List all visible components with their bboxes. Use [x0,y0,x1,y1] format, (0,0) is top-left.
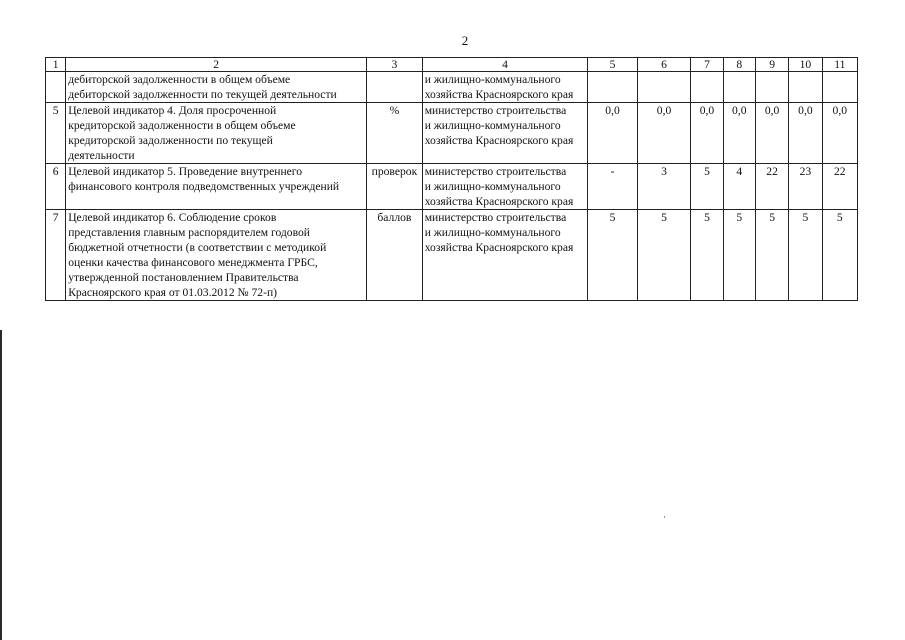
row-number [46,72,66,103]
header-cell: 10 [789,58,822,72]
header-cell: 11 [822,58,857,72]
source-cell: министерство строительства и жилищно-коммунального хозяйства Красноярского края [422,164,588,210]
value-cell: 0,0 [789,103,822,164]
source-cell: министерство строительства и жилищно-коммунального хозяйства Красноярского края [422,210,588,301]
header-cell: 4 [422,58,588,72]
value-cell [637,72,691,103]
value-cell: - [588,164,637,210]
value-cell: 5 [755,210,788,301]
header-cell: 7 [691,58,723,72]
header-cell: 3 [367,58,423,72]
scan-edge-mark [0,330,2,640]
table-row [46,164,858,210]
header-cell: 2 [66,58,367,72]
value-cell: 22 [822,164,857,210]
scan-speck [664,516,665,518]
header-cell: 5 [588,58,637,72]
source-cell: министерство строительства и жилищно-коммунального хозяйства Красноярского края [422,103,588,164]
unit-cell: баллов [367,210,423,301]
header-cell: 1 [46,58,66,72]
source-cell: и жилищно-коммунального хозяйства Красноярского края [422,72,588,103]
unit-cell: проверок [367,164,423,210]
value-cell [789,72,822,103]
value-cell: 5 [691,164,723,210]
indicator-name: Целевой индикатор 5. Проведение внутреннего финансового контроля подведомственных учреждений [66,164,367,210]
value-cell: 0,0 [637,103,691,164]
value-cell: 5 [822,210,857,301]
indicator-name: Целевой индикатор 6. Соблюдение сроков представления главным распорядителем годовой бюджетной отчетности (в соответствии с методикой оценки качества финансового менеджмента ГРБС, утвержденной постановлением Правительства Красноярского края от 01.03.2012 № 72-п) [66,210,367,301]
value-cell [588,72,637,103]
value-cell: 4 [723,164,755,210]
value-cell: 0,0 [588,103,637,164]
value-cell: 0,0 [723,103,755,164]
table-row [46,72,858,103]
unit-cell: % [367,103,423,164]
value-cell [822,72,857,103]
value-cell: 0,0 [691,103,723,164]
row-number: 7 [46,210,66,301]
indicators-table [45,57,858,301]
value-cell: 5 [789,210,822,301]
value-cell: 5 [723,210,755,301]
value-cell: 0,0 [822,103,857,164]
table-header-row [46,58,858,72]
indicator-name: Целевой индикатор 4. Доля просроченной кредиторской задолженности в общем объеме кредиторской задолженности по текущей деятельности [66,103,367,164]
value-cell [755,72,788,103]
page-number: 2 [461,33,469,48]
table-row [46,210,858,301]
value-cell: 22 [755,164,788,210]
header-cell: 9 [755,58,788,72]
value-cell: 3 [637,164,691,210]
value-cell: 23 [789,164,822,210]
value-cell: 5 [691,210,723,301]
value-cell: 0,0 [755,103,788,164]
unit-cell [367,72,423,103]
row-number: 5 [46,103,66,164]
value-cell [723,72,755,103]
value-cell [691,72,723,103]
table-row [46,103,858,164]
indicator-name: дебиторской задолженности в общем объеме дебиторской задолженности по текущей деятельности [66,72,367,103]
value-cell: 5 [588,210,637,301]
header-cell: 8 [723,58,755,72]
row-number: 6 [46,164,66,210]
value-cell: 5 [637,210,691,301]
header-cell: 6 [637,58,691,72]
